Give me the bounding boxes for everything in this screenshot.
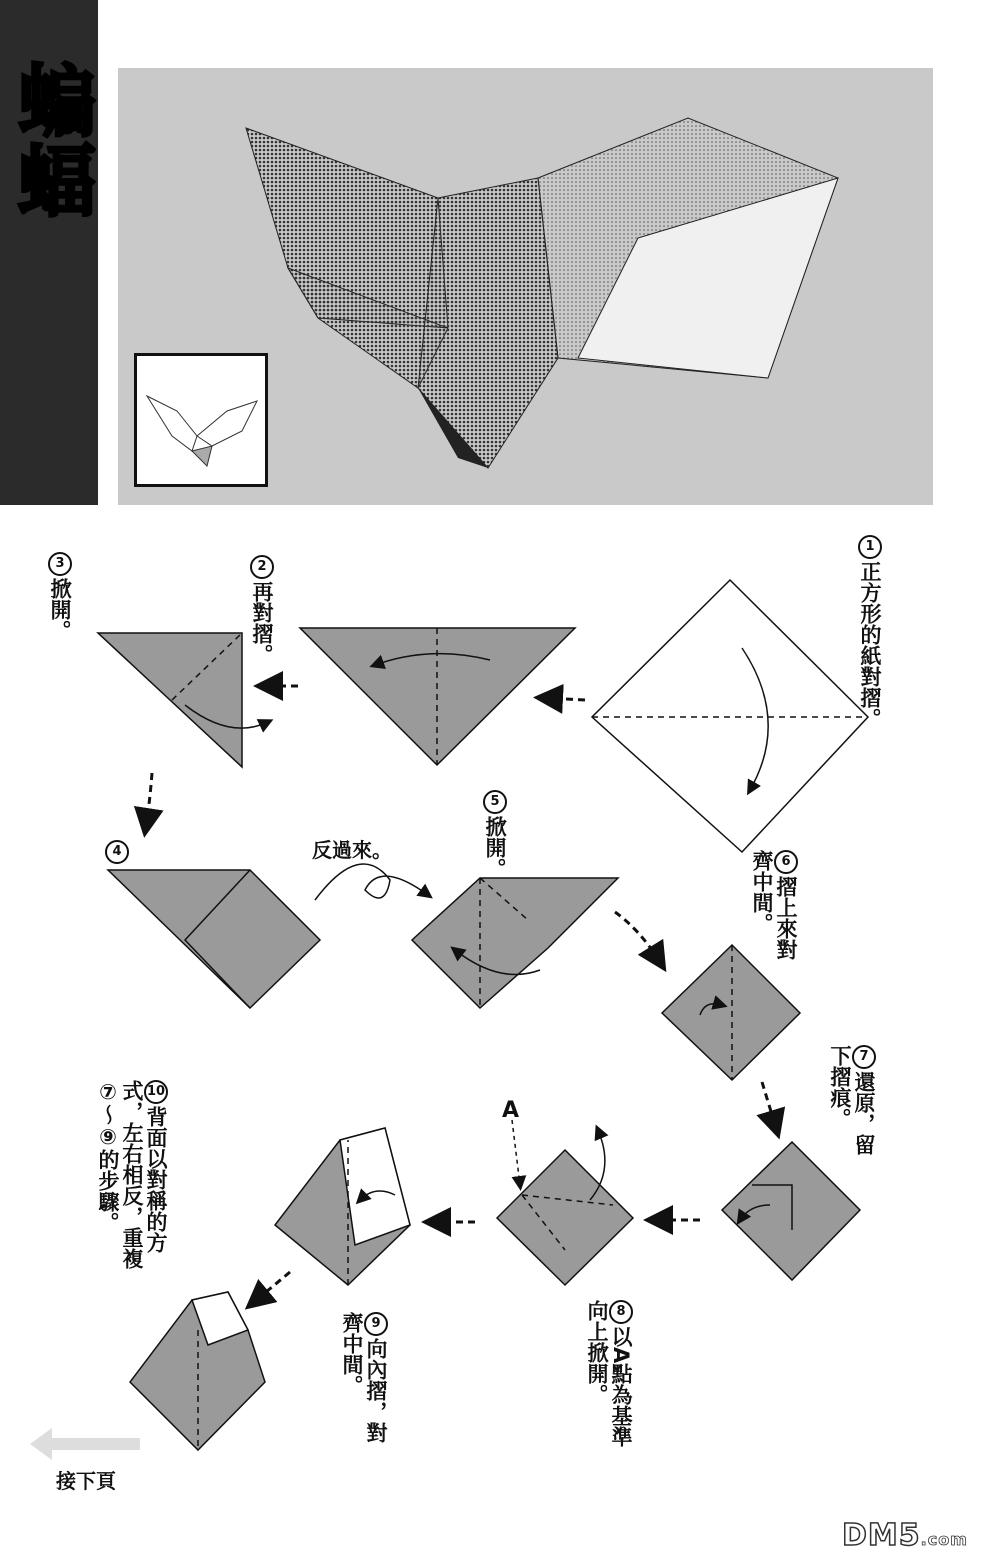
step-5-text: 掀開。	[483, 816, 507, 879]
step-2: 2再對摺。	[250, 555, 274, 675]
step-1: 1正方形的紙對摺。	[858, 535, 882, 729]
step-9: 9向內摺，對齊中間。	[340, 1312, 388, 1443]
step-2-text: 再對摺。	[250, 581, 274, 665]
page-title: 蝙蝠	[5, 60, 95, 220]
turn-over-label: 反過來。	[312, 838, 392, 862]
point-a-label: A	[502, 1098, 520, 1123]
step-10-text: 背面以對稱的方式，左右相反，重複⑦～⑨的步驟。	[96, 1080, 168, 1269]
next-page-arrow-icon	[30, 1424, 140, 1464]
step-8-text: 以A點為基準向上掀開。	[585, 1300, 633, 1448]
step-7: 7還原，留下摺痕。	[828, 1045, 876, 1155]
next-page-label: 接下頁	[56, 1469, 116, 1493]
watermark-logo: DM5.com	[842, 1518, 968, 1553]
step-5: 5掀開。	[483, 790, 507, 879]
step-1-text: 正方形的紙對摺。	[858, 561, 882, 729]
step-9-text: 向內摺，對齊中間。	[340, 1312, 388, 1443]
step-10: 10背面以對稱的方式，左右相反，重複⑦～⑨的步驟。	[96, 1080, 168, 1269]
step-3: 3掀開。	[48, 552, 72, 641]
step-6-text: 摺上來對齊中間。	[750, 850, 798, 960]
step-7-text: 還原，留下摺痕。	[828, 1045, 876, 1155]
step-8: 8以A點為基準向上掀開。	[585, 1300, 633, 1448]
step-6: 6摺上來對齊中間。	[750, 850, 798, 960]
step-4: 4	[105, 840, 129, 866]
step-3-text: 掀開。	[48, 578, 72, 641]
